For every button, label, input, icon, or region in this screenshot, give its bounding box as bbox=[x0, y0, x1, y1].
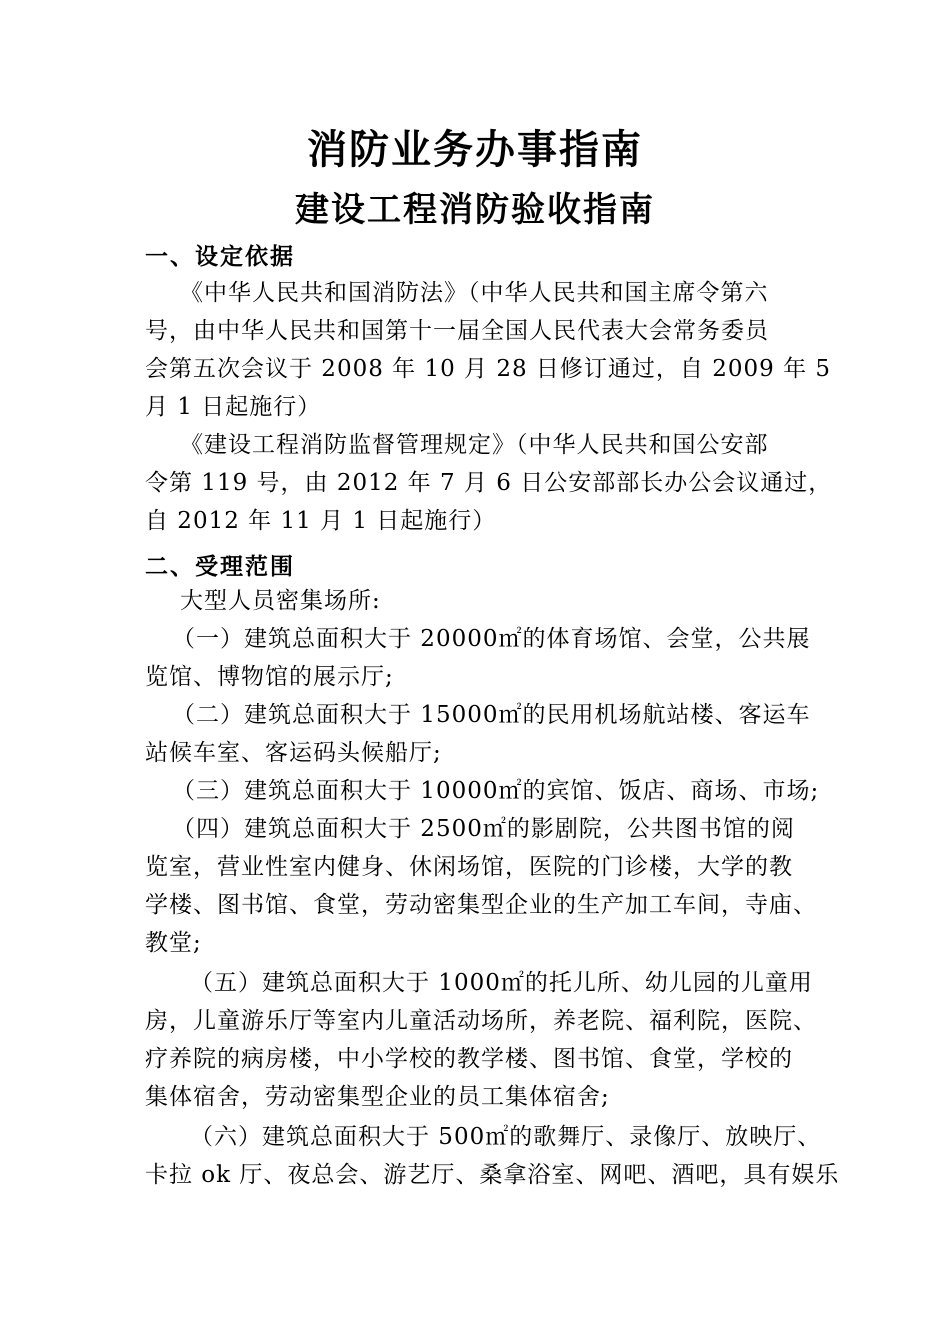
paragraph-line: 《中华人民共和国消防法》（中华人民共和国主席令第六 bbox=[180, 280, 769, 306]
section-heading-basis: 一、设定依据 bbox=[145, 244, 295, 270]
paragraph-line: 教堂; bbox=[145, 930, 202, 956]
paragraph-line: 卡拉 ok 厅、夜总会、游艺厅、桑拿浴室、网吧、酒吧，具有娱乐 bbox=[145, 1162, 840, 1188]
paragraph-line: 房，儿童游乐厅等室内儿童活动场所，养老院、福利院，医院、 bbox=[145, 1008, 817, 1034]
paragraph-line: 览室，营业性室内健身、休闲场馆，医院的门诊楼，大学的教 bbox=[145, 854, 793, 880]
paragraph-line: （四）建筑总面积大于 2500㎡的影剧院，公共图书馆的阅 bbox=[172, 816, 795, 842]
paragraph-line: 疗养院的病房楼，中小学校的教学楼、图书馆、食堂，学校的 bbox=[145, 1046, 793, 1072]
document-title: 消防业务办事指南 bbox=[307, 127, 643, 173]
document-subtitle: 建设工程消防验收指南 bbox=[295, 190, 655, 230]
paragraph-line: 站候车室、客运码头候船厅; bbox=[145, 740, 442, 766]
paragraph-line: 会第五次会议于 2008 年 10 月 28 日修订通过，自 2009 年 5 bbox=[145, 356, 832, 382]
paragraph-line: 号，由中华人民共和国第十一届全国人民代表大会常务委员 bbox=[145, 318, 769, 344]
paragraph-line: 自 2012 年 11 月 1 日起施行） bbox=[145, 508, 497, 534]
section-heading-scope: 二、受理范围 bbox=[145, 554, 295, 580]
paragraph-line: （六）建筑总面积大于 500㎡的歌舞厅、录像厅、放映厅、 bbox=[190, 1124, 822, 1150]
paragraph-line: 集体宿舍，劳动密集型企业的员工集体宿舍; bbox=[145, 1084, 610, 1110]
paragraph-line: 《建设工程消防监督管理规定》（中华人民共和国公安部 bbox=[180, 432, 769, 458]
paragraph-line: （一）建筑总面积大于 20000㎡的体育场馆、会堂，公共展 bbox=[172, 626, 811, 652]
paragraph-line: 令第 119 号，由 2012 年 7 月 6 日公安部部长办公会议通过， bbox=[145, 470, 833, 496]
paragraph-line: 大型人员密集场所: bbox=[180, 588, 381, 614]
paragraph-line: 览馆、博物馆的展示厅; bbox=[145, 664, 394, 690]
paragraph-line: （五）建筑总面积大于 1000㎡的托儿所、幼儿园的儿童用 bbox=[190, 970, 813, 996]
paragraph-line: （三）建筑总面积大于 10000㎡的宾馆、饭店、商场、市场; bbox=[172, 778, 820, 804]
paragraph-line: 月 1 日起施行） bbox=[145, 394, 322, 420]
paragraph-line: （二）建筑总面积大于 15000㎡的民用机场航站楼、客运车 bbox=[172, 702, 811, 728]
paragraph-line: 学楼、图书馆、食堂，劳动密集型企业的生产加工车间，寺庙、 bbox=[145, 892, 817, 918]
